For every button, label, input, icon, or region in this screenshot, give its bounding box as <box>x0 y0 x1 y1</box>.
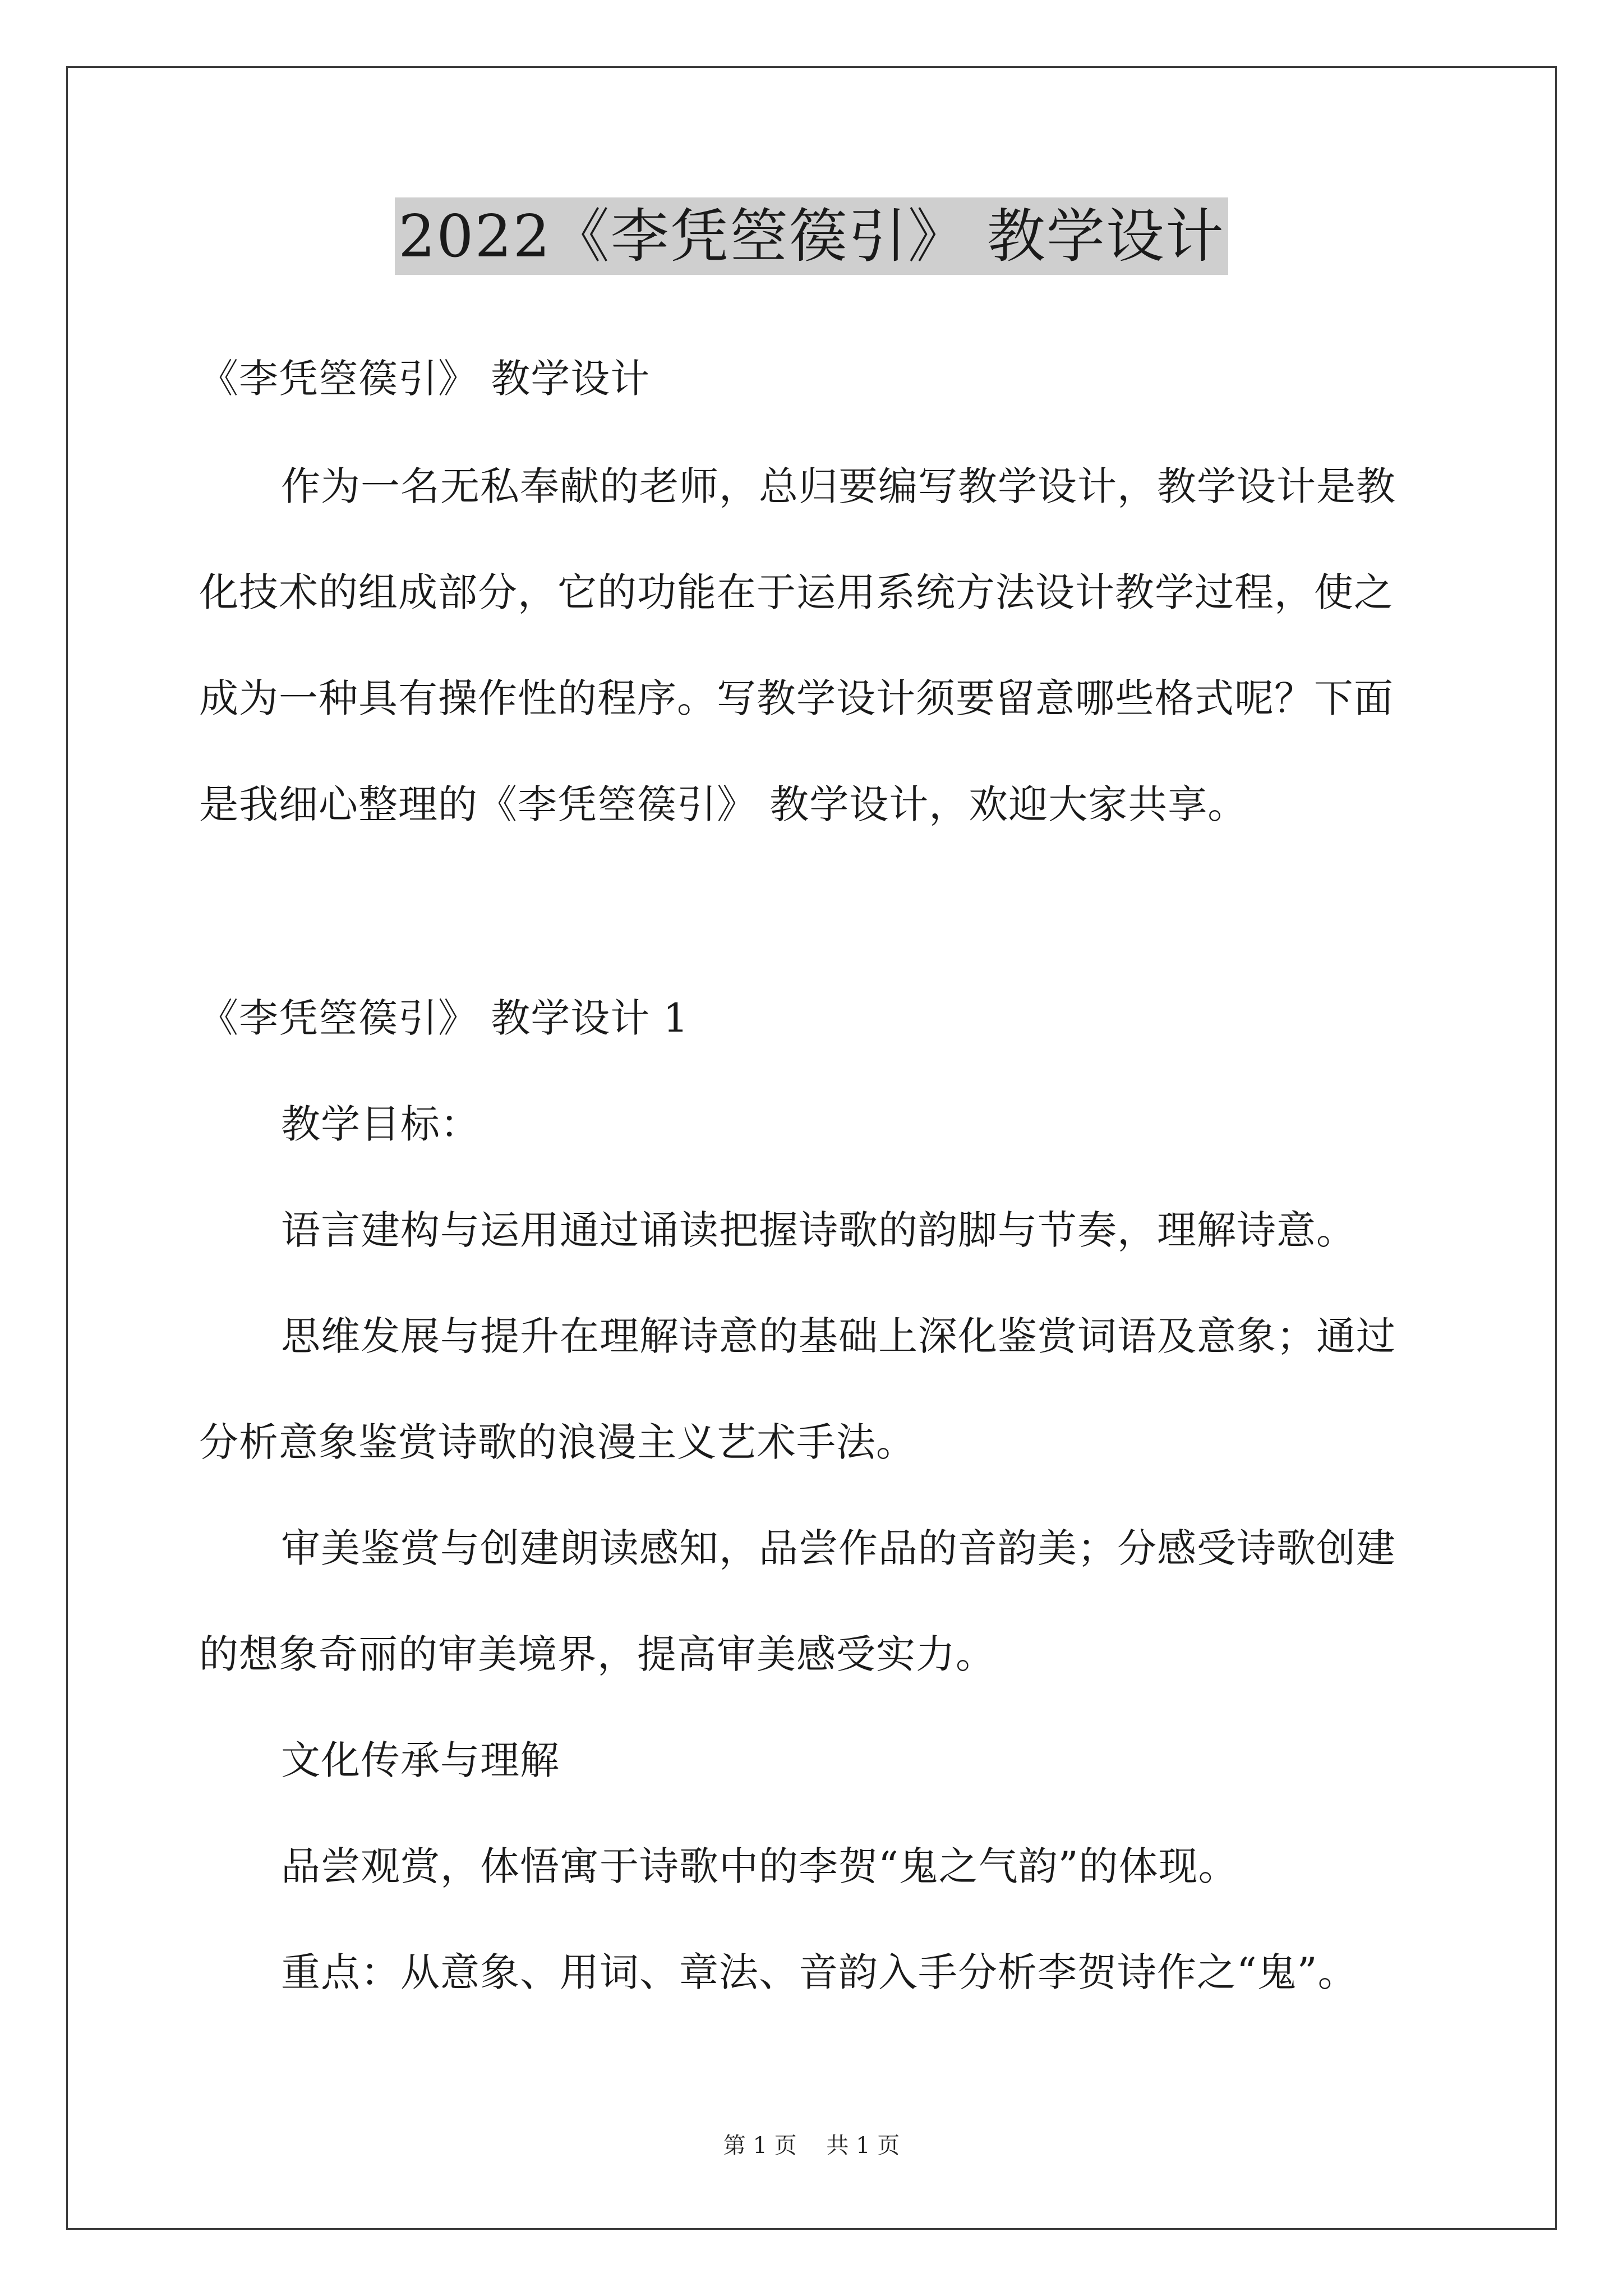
objective-thinking-line-1: 思维发展与提升在理解诗意的基础上深化鉴赏词语及意象；通过 <box>281 1313 1396 1359</box>
intro-line-3: 成为一种具有操作性的程序。写教学设计须要留意哪些格式呢？下面 <box>199 675 1394 721</box>
objective-language: 语言建构与运用通过诵读把握诗歌的韵脚与节奏，理解诗意。 <box>281 1207 1356 1253</box>
document-title <box>0 197 1623 275</box>
intro-line-1: 作为一名无私奉献的老师，总归要编写教学设计，教学设计是教 <box>281 463 1396 509</box>
key-point-line: 重点：从意象、用词、章法、音韵入手分析李贺诗作之“鬼”。 <box>281 1949 1358 1995</box>
subtitle-line: 《李凭箜篌引》 教学设计 <box>199 356 651 402</box>
section-heading: 《李凭箜篌引》 教学设计 1 <box>199 995 689 1041</box>
document-title-text: 2022《李凭箜篌引》 教学设计 <box>395 197 1228 275</box>
intro-line-4: 是我细心整理的《李凭箜篌引》 教学设计，欢迎大家共享。 <box>199 781 1248 827</box>
objective-aesthetic-line-2: 的想象奇丽的审美境界，提高审美感受实力。 <box>199 1631 995 1677</box>
objective-thinking-line-2: 分析意象鉴赏诗歌的浪漫主义艺术手法。 <box>199 1419 916 1465</box>
objective-culture-heading: 文化传承与理解 <box>281 1737 560 1783</box>
objective-culture-text: 品尝观赏，体悟寓于诗歌中的李贺“鬼之气韵”的体现。 <box>281 1843 1238 1889</box>
intro-line-2: 化技术的组成部分，它的功能在于运用系统方法设计教学过程，使之 <box>199 569 1394 615</box>
objective-aesthetic-line-1: 审美鉴赏与创建朗读感知，品尝作品的音韵美；分感受诗歌创建 <box>281 1525 1396 1571</box>
page-footer <box>0 2132 1623 2160</box>
page-total: 共 1 页 <box>826 2133 900 2159</box>
objectives-heading: 教学目标： <box>281 1101 480 1147</box>
page-number: 第 1 页 <box>723 2133 797 2159</box>
